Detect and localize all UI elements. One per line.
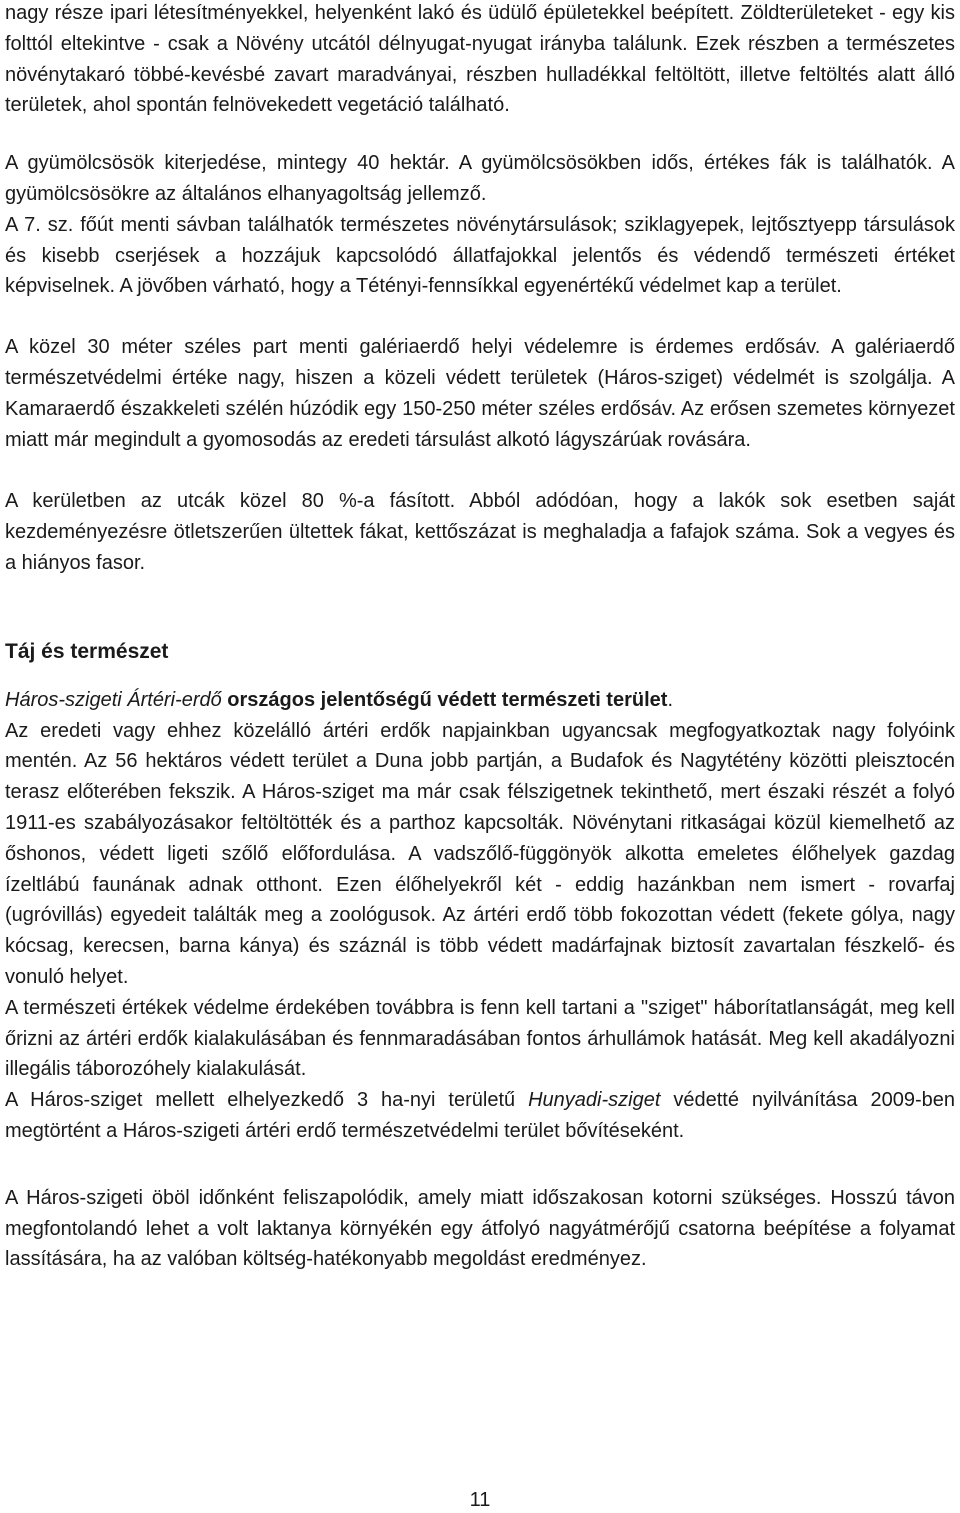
paragraph-orchards: A gyümölcsösök kiterjedése, mintegy 40 hektár. A gyümölcsösökben idős, értékes fák is találhatók. A gyümölcsösökre az általános elhanyagoltság jellemző. xyxy=(5,152,955,205)
hunyadi-text-start: A Háros-sziget mellett elhelyezkedő 3 ha-nyi területű xyxy=(5,1089,529,1112)
paragraph-protected-area-title xyxy=(5,685,955,716)
hunyadi-text-end: védetté nyilvánítása 2009-ben megtörtént a Háros-szigeti ártéri erdő természetvédelmi terület bővítéseként. xyxy=(5,1089,955,1142)
paragraph-land-use: nagy része ipari létesítményekkel, helyenként lakó és üdülő épületekkel beépített. Zöldterületeket - egy kis folttól eltekintve - csak a Növény utcától délnyugat-nyugat irányba találunk. Ezek részben a természetes növénytakaró többé-kevésbé zavart maradványai, részben hulladékkal feltöltött, illetve feltöltés alatt álló területek, ahol spontán felnövekedett vegetáció található. xyxy=(5,2,955,117)
paragraph-street-trees: A kerületben az utcák közel 80 %-a fásított. Abból adódóan, hogy a lakók sok esetben saját kezdeményezésre ötletszerűen ültettek fákat, kettőszázat is meghaladja a fafajok száma. Sok a vegyes és a hiányos fasor. xyxy=(5,490,955,574)
protected-area-status: országos jelentőségű védett természeti terület xyxy=(227,688,668,711)
page-number: 11 xyxy=(469,1489,491,1511)
paragraph-gallery-forest: A közel 30 méter széles part menti galériaerdő helyi védelemre is érdemes erdősáv. A galériaerdő természetvédelmi értéke nagy, hiszen a közeli védett területek (Háros-sziget) védelmét is szolgálja. A Kamaraerdő északkeleti szélén húzódik egy 150-250 méter széles erdősáv. Az erősen szemetes környezet miatt már megindult a gyomosodás az eredeti társulást alkotó lágyszárúak rovására. xyxy=(5,336,955,451)
section-heading: Táj és természet xyxy=(5,639,169,663)
paragraph-hunyadi-island xyxy=(5,1085,955,1147)
paragraph-protection-measures: A természeti értékek védelme érdekében továbbra is fenn kell tartani a "sziget" háborítatlanságát, meg kell őrizni az ártéri erdők kialakulásában és fennmaradásában fontos árhullámok hatását. Meg kell akadályozni illegális táborozóhely kialakulását. xyxy=(5,996,955,1081)
protected-area-name: Háros-szigeti Ártéri-erdő xyxy=(5,688,222,711)
paragraph-main-road-strip: A 7. sz. főút menti sávban találhatók természetes növénytársulások; sziklagyepek, lejtősztyepp társulások és kisebb cserjések a hozzájuk kapcsolódó állatfajokkal jelentős és védendő természeti értéket képviselnek. A jövőben várható, hogy a Tétényi-fennsíkkal egyenértékű védelmet kap a terület. xyxy=(5,213,955,298)
document-page xyxy=(5,0,955,1275)
protected-area-period: . xyxy=(667,688,673,711)
hunyadi-island-name: Hunyadi-sziget xyxy=(528,1089,661,1112)
paragraph-floodplain-forest: Az eredeti vagy ehhez közelálló ártéri erdők napjainkban ugyancsak megfogyatkoztak nagy folyóink mentén. Az 56 hektáros védett terület a Duna jobb partján, a Budafok és Nagytétény közötti pleisztocén terasz előterében fekszik. A Háros-sziget ma már csak félszigetnek tekinthető, mert északi részét a folyó 1911-es szabályozásakor feltöltötték és a parthoz kapcsolták. Növénytani ritkaságai közül kiemelhető az őshonos, védett ligeti szőlő előfordulása. A vadszőlő-függönyök alkotta emeletes élőhelyek gazdag ízeltlábú faunának adnak otthont. Ezen élőhelyekről két - eddig hazánkban nem ismert - rovarfaj (ugróvillás) egyedeit találták meg a zoológusok. Az ártéri erdő több fokozottan védett (fekete gólya, nagy kócsag, kerecsen, barna kánya) és száznál is több védett madárfajnak biztosít zavartalan fészkelő- és vonuló helyet. xyxy=(5,719,955,988)
paragraph-bay-siltation: A Háros-szigeti öböl időnként feliszapolódik, amely miatt időszakosan kotorni szükséges. Hosszú távon megfontolandó lehet a volt laktanya környékén egy átfolyó nagyátmérőjű csatorna beépítése a folyamat lassítására, ha az valóban költség-hatékonyabb megoldást eredményez. xyxy=(5,1186,955,1271)
